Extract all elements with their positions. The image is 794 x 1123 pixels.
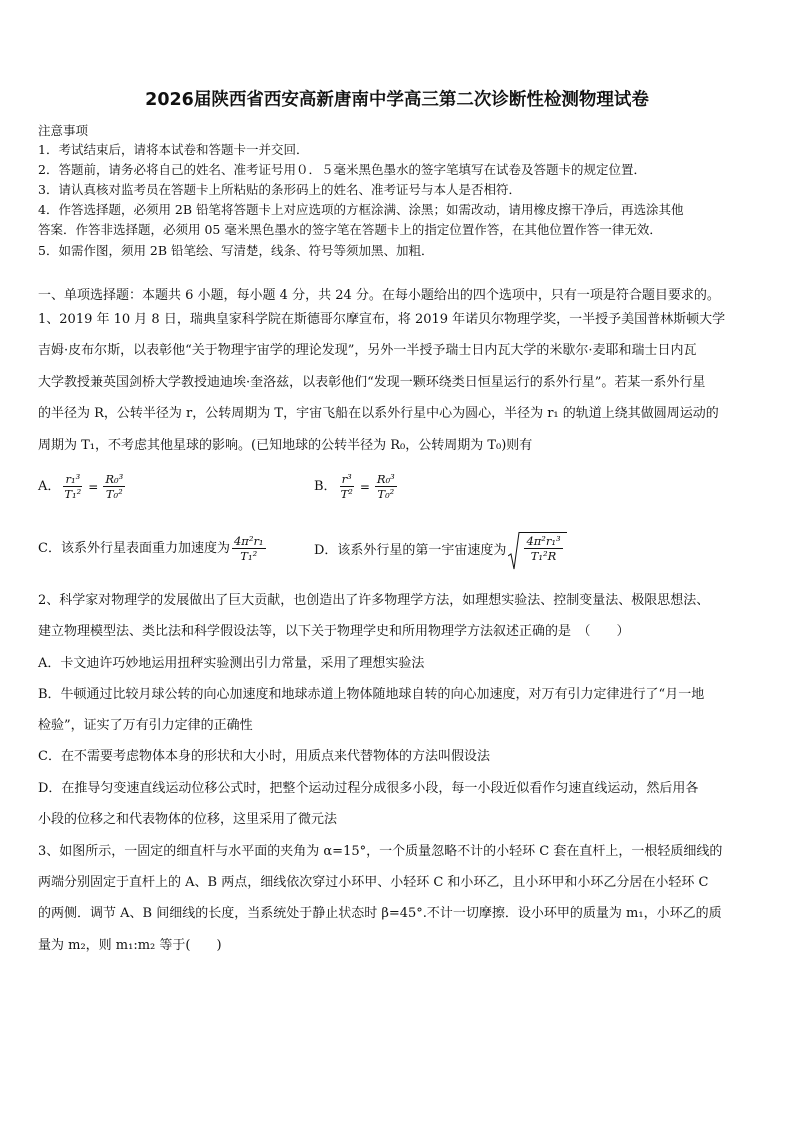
denominator: T₁² xyxy=(64,487,82,501)
notice-item: 1．考试结束后，请将本试卷和答题卡一并交回． xyxy=(38,142,309,157)
q2-option-b: B．牛顿通过比较月球公转的向心加速度和地球赤道上物体随地球自转的向心加速度，对万有引力定律进行了“月一地 xyxy=(38,687,705,702)
numerator: 4π²r₁³ xyxy=(526,534,561,548)
notice-item: 答案．作答非选择题，必须用 05 毫米黑色墨水的签字笔在答题卡上的指定位置作答，在其他位置作答一律无效． xyxy=(38,222,662,237)
q2-text: 建立物理模型法、类比法和科学假设法等，以下关于物理学史和所用物理学方法叙述正确的是 （ ） xyxy=(38,624,630,639)
q1-text: 大学教授兼英国剑桥大学教授迪迪埃·奎洛兹，以表彰他们“发现一颗环绕类日恒星运行的系外行星”。若某一系外行星 xyxy=(38,375,706,390)
option-label: B． xyxy=(314,478,337,494)
denominator: T₀² xyxy=(105,487,123,501)
fraction xyxy=(103,472,125,501)
option-label: A． xyxy=(38,478,61,494)
q2-option-a: A．卡文迪许巧妙地运用扭秤实验测出引力常量，采用了理想实验法 xyxy=(38,656,425,671)
q2-option-d: 小段的位移之和代表物体的位移，这里采用了微元法 xyxy=(38,812,338,827)
fraction xyxy=(339,472,355,501)
denominator: T₀² xyxy=(377,487,395,501)
notice-heading: 注意事项 xyxy=(38,123,89,138)
radical-sign-icon xyxy=(508,532,520,570)
section-heading: 一、单项选择题：本题共 6 小题，每小题 4 分，共 24 分。在每小题给出的四个选项中，只有一项是符合题目要求的。 xyxy=(38,288,720,303)
option-label: D．该系外行星的第一宇宙速度为 xyxy=(314,543,507,558)
q2-option-c: C．在不需要考虑物体本身的形状和大小时，用质点来代替物体的方法叫假设法 xyxy=(38,749,490,764)
equals-sign: = xyxy=(88,479,99,494)
q1-text: 1、2019 年 10 月 8 日，瑞典皇家科学院在斯德哥尔摩宣布，将 2019 年诺贝尔物理学奖，一半授予美国普林斯顿大学 xyxy=(38,312,726,327)
denominator: T₁²R xyxy=(530,549,557,563)
q1-text: 周期为 T₁，不考虑其他星球的影响。(已知地球的公转半径为 R₀，公转周期为 T₀)则有 xyxy=(38,438,533,453)
option-label: C．该系外行星表面重力加速度为 xyxy=(38,540,230,556)
denominator: T² xyxy=(340,487,353,501)
notice-item: 2．答题前，请务必将自己的姓名、准考证号用０．５毫米黑色墨水的签字笔填写在试卷及答题卡的规定位置． xyxy=(38,162,646,177)
fraction xyxy=(62,472,83,501)
q1-option-a xyxy=(38,472,127,501)
numerator: R₀³ xyxy=(105,472,124,486)
q1-option-d xyxy=(314,532,567,570)
radicand xyxy=(520,532,566,570)
fraction xyxy=(375,472,397,501)
q2-option-b: 检验”，证实了万有引力定律的正确性 xyxy=(38,718,253,733)
numerator: 4π²r₁ xyxy=(233,534,264,548)
q1-option-c xyxy=(38,534,268,563)
square-root xyxy=(508,532,566,570)
q1-text: 吉姆·皮布尔斯，以表彰他“关于物理宇宙学的理论发现”，另外一半授予瑞士日内瓦大学的米歇尔·麦耶和瑞士日内瓦 xyxy=(38,343,697,358)
numerator: r³ xyxy=(341,472,352,486)
notice-item: 4．作答选择题，必须用 2B 铅笔将答题卡上对应选项的方框涂满、涂黑；如需改动，请用橡皮擦干净后，再选涂其他 xyxy=(38,202,684,217)
q3-text: 量为 m₂，则 m₁:m₂ 等于( ) xyxy=(38,938,222,953)
page-title: 2026届陕西省西安高新唐南中学高三第二次诊断性检测物理试卷 xyxy=(145,90,649,110)
q3-text: 3、如图所示，一固定的细直杆与水平面的夹角为 α=15°，一个质量忽略不计的小轻环 C 套在直杆上，一根轻质细线的 xyxy=(38,844,723,859)
q2-option-d: D．在推导匀变速直线运动位移公式时，把整个运动过程分成很多小段，每一小段近似看作匀速直线运动，然后用各 xyxy=(38,781,699,796)
notice-item: 3．请认真核对监考员在答题卡上所粘贴的条形码上的姓名、准考证号与本人是否相符． xyxy=(38,182,521,197)
equals-sign: = xyxy=(359,479,370,494)
notice-item: 5．如需作图，须用 2B 铅笔绘、写清楚，线条、符号等须加黑、加粗． xyxy=(38,243,434,258)
numerator: r₁³ xyxy=(65,472,81,486)
denominator: T₁² xyxy=(240,549,258,563)
q3-text: 两端分别固定于直杆上的 A、B 两点，细线依次穿过小环甲、小轻环 C 和小环乙，且小环甲和小环乙分居在小轻环 C xyxy=(38,875,709,890)
fraction xyxy=(524,534,562,570)
q1-text: 的半径为 R，公转半径为 r，公转周期为 T，宇宙飞船在以系外行星中心为圆心，半径为 r₁ 的轨道上绕其做圆周运动的 xyxy=(38,406,719,421)
q2-text: 2、科学家对物理学的发展做出了巨大贡献，也创造出了许多物理学方法，如理想实验法、控制变量法、极限思想法、 xyxy=(38,593,710,608)
fraction xyxy=(232,534,266,563)
q3-text: 的两侧．调节 A、B 间细线的长度，当系统处于静止状态时 β=45°.不计一切摩擦．设小环甲的质量为 m₁，小环乙的质 xyxy=(38,906,722,921)
q1-option-b xyxy=(314,472,399,501)
numerator: R₀³ xyxy=(376,472,395,486)
